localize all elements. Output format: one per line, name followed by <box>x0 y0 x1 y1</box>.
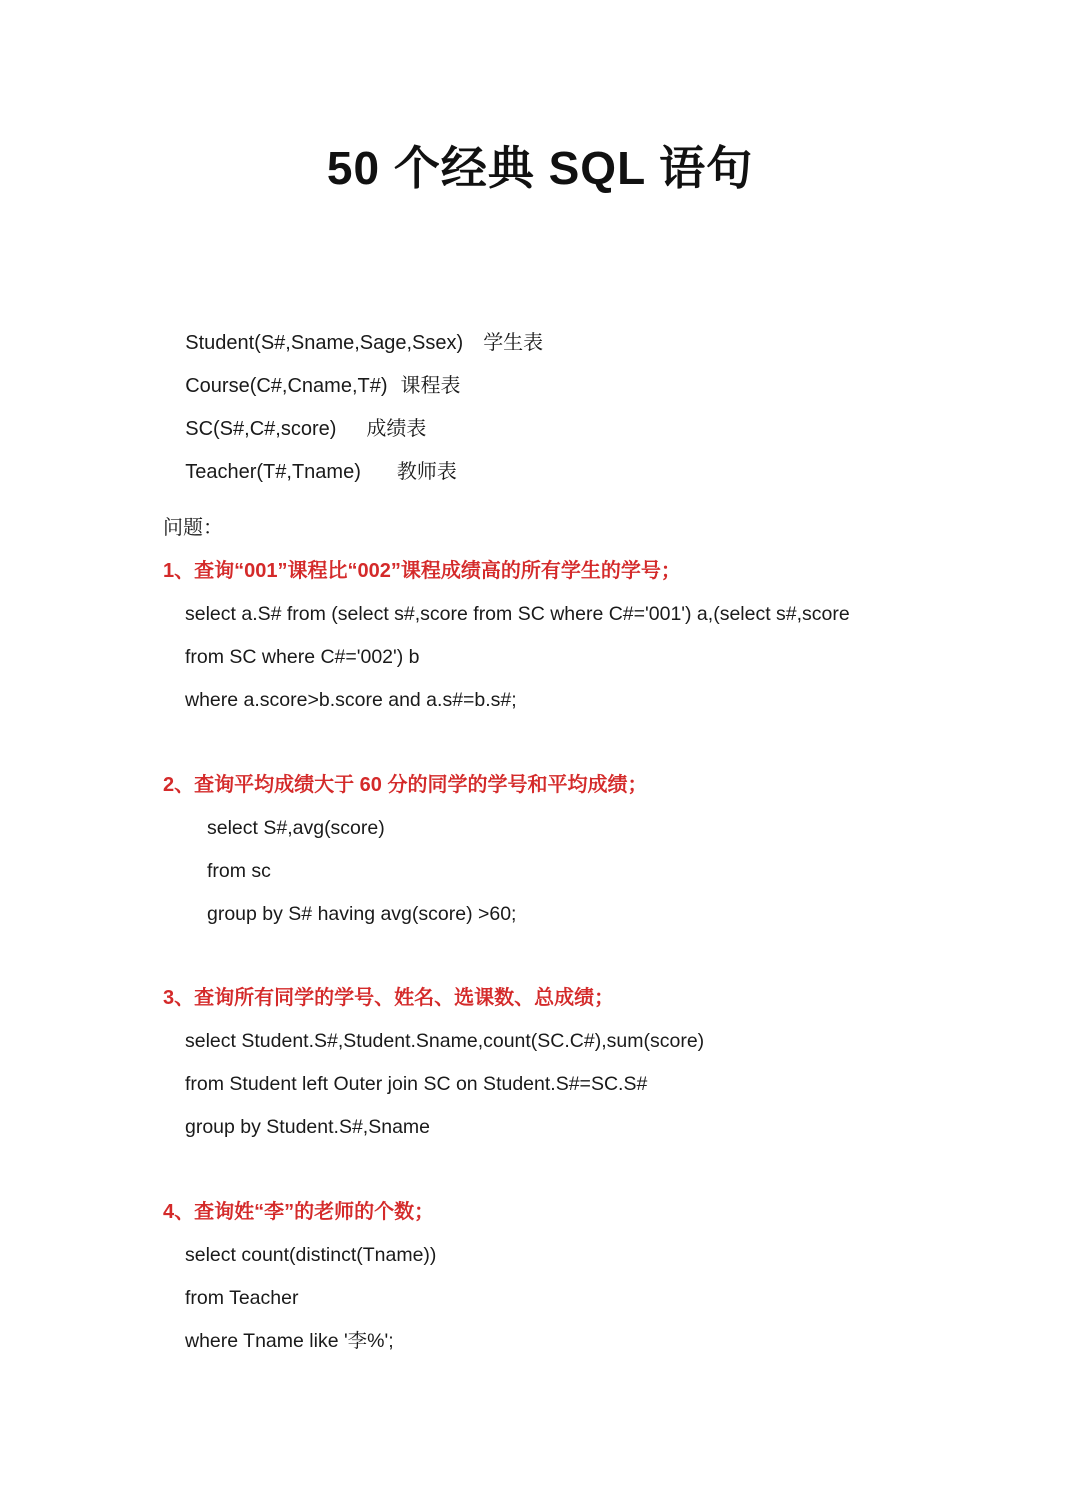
sql-code-line: select a.S# from (select s#,score from SC where C#='001') a,(select s#,score <box>185 603 850 625</box>
schema-row-teacher <box>163 430 457 514</box>
schema-desc: 课程表 <box>400 375 461 397</box>
schema-desc: 学生表 <box>483 332 544 354</box>
sql-code-line: from Student left Outer join SC on Student.S#=SC.S# <box>185 1073 648 1095</box>
sql-code-line: select S#,avg(score) <box>207 817 385 839</box>
schema-desc: 成绩表 <box>366 418 427 440</box>
questions-label: 问题： <box>163 517 223 539</box>
sql-code-line: from Teacher <box>185 1287 299 1309</box>
question-heading-2: 2、查询平均成绩大于 60 分的同学的学号和平均成绩； <box>163 774 648 796</box>
question-heading-3: 3、查询所有同学的学号、姓名、选课数、总成绩； <box>163 987 615 1009</box>
schema-name: Student(S#,Sname,Sage,Ssex) <box>185 332 464 354</box>
schema-name: SC(S#,C#,score) <box>185 418 337 440</box>
sql-code-line: group by Student.S#,Sname <box>185 1116 430 1138</box>
question-heading-1: 1、查询“001”课程比“002”课程成绩高的所有学生的学号； <box>163 560 681 582</box>
sql-code-line: where a.score>b.score and a.s#=b.s#; <box>185 689 517 711</box>
sql-code-line: select Student.S#,Student.Sname,count(SC.C#),sum(score) <box>185 1030 705 1052</box>
sql-code-line: from SC where C#='002') b <box>185 646 420 668</box>
question-heading-4: 4、查询姓“李”的老师的个数； <box>163 1201 435 1223</box>
sql-code-line: select count(distinct(Tname)) <box>185 1244 437 1266</box>
schema-desc: 教师表 <box>396 461 457 483</box>
sql-code-line: group by S# having avg(score) >60; <box>207 903 517 925</box>
schema-name: Course(C#,Cname,T#) <box>185 375 388 397</box>
schema-name: Teacher(T#,Tname) <box>185 461 361 483</box>
sql-code-line: where Tname like '李%'; <box>185 1330 394 1352</box>
sql-code-line: from sc <box>207 860 271 882</box>
page-title: 50 个经典 SQL 语句 <box>326 142 754 194</box>
